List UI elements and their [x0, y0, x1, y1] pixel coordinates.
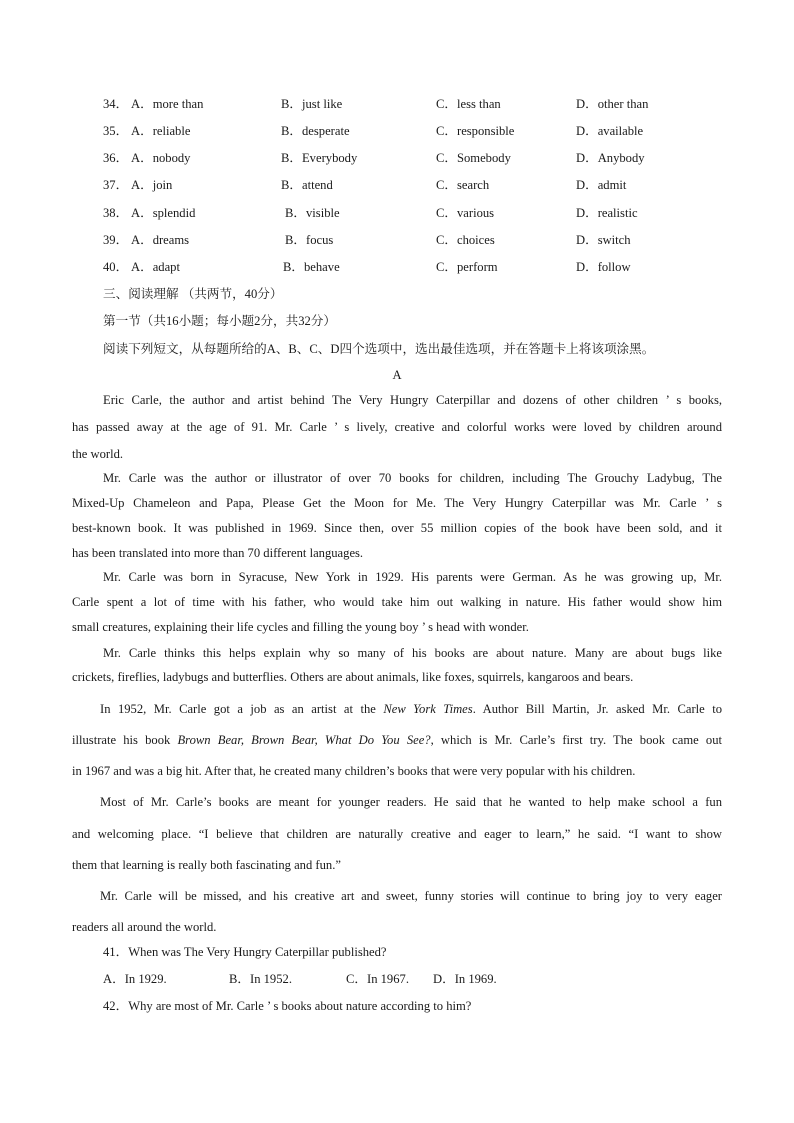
option-c: C．choices: [436, 233, 495, 247]
passage-p1-line2: has passed away at the age of 91. Mr. Carle ’ s lively, creative and colorful works were loved by children around: [72, 420, 722, 434]
question-number: 35．: [103, 124, 129, 138]
option-d: D．other than: [576, 97, 649, 111]
option-row-39: [103, 231, 743, 249]
passage-p3-line1: Mr. Carle was born in Syracuse, New York in 1929. His parents were German. As he was growing up, Mr.: [103, 570, 722, 584]
option-c: C．perform: [436, 260, 498, 274]
passage-p4-line2: crickets, fireflies, ladybugs and butterflies. Others are about animals, like foxes, squirrels, kangaroos and bears.: [72, 670, 634, 684]
option-c: C．Somebody: [436, 151, 511, 165]
passage-p6-line2: and welcoming place. “I believe that children are naturally creative and eager to learn,” he said. “I want to show: [72, 827, 722, 841]
option-b: B．focus: [285, 233, 334, 247]
option-d: D．realistic: [576, 206, 638, 220]
question-number: 34．: [103, 97, 129, 111]
option-a: A．splendid: [131, 206, 196, 220]
passage-p5-line3: in 1967 and was a big hit. After that, he created many children’s books that were very popular with his children.: [72, 764, 636, 778]
passage-p3-line2: Carle spent a lot of time with his father, who would take him out walking in nature. His father would show him: [72, 595, 722, 609]
part-heading: 第一节（共16小题；每小题2分，共32分）: [103, 314, 336, 328]
option-b: B．Everybody: [281, 151, 358, 165]
option-row-38: [103, 204, 743, 222]
option-b: B．In 1952.: [229, 972, 292, 986]
option-d: D．available: [576, 124, 644, 138]
passage-label: A: [392, 368, 402, 382]
passage-p7-line2: readers all around the world.: [72, 920, 217, 934]
section-heading: 三、阅读理解 （共两节，40分）: [103, 287, 283, 301]
option-c: C．less than: [436, 97, 501, 111]
option-row-34: [103, 95, 743, 113]
option-a: A．more than: [131, 97, 204, 111]
passage-p4-line1: Mr. Carle thinks this helps explain why so many of his books are about nature. Many are about bugs like: [103, 646, 722, 660]
option-b: B．just like: [281, 97, 343, 111]
question-number: 39．: [103, 233, 129, 247]
instructions: 阅读下列短文，从每题所给的A、B、C、D四个选项中，选出最佳选项，并在答题卡上将该项涂黑。: [103, 342, 655, 356]
option-d: D．switch: [576, 233, 631, 247]
passage-p6-line3: them that learning is really both fascinating and fun.”: [72, 858, 341, 872]
option-b: B．attend: [281, 178, 333, 192]
passage-p5-line2: illustrate his book Brown Bear, Brown Bear, What Do You See?, which is Mr. Carle’s first try. The book came out: [72, 733, 722, 747]
option-b: B．desperate: [281, 124, 350, 138]
passage-p2-line4: has been translated into more than 70 different languages.: [72, 546, 364, 560]
passage-p5-line1: In 1952, Mr. Carle got a job as an artist at the New York Times. Author Bill Martin, Jr. asked Mr. Carle to: [100, 702, 722, 716]
option-row-37: [103, 176, 743, 194]
option-row-40: [103, 258, 743, 276]
question-number: 37．: [103, 178, 129, 192]
option-d: D．In 1969.: [433, 972, 497, 986]
passage-p2-line2: Mixed-Up Chameleon and Papa, Please Get the Moon for Me. The Very Hungry Caterpillar was Mr. Carle ’ s: [72, 496, 722, 510]
option-a: A．In 1929.: [103, 972, 167, 986]
question-41-options: [103, 970, 523, 988]
option-c: C．search: [436, 178, 490, 192]
option-a: A．join: [131, 178, 173, 192]
option-row-35: [103, 122, 743, 140]
option-a: A．reliable: [131, 124, 191, 138]
question-number: 40．: [103, 260, 129, 274]
option-a: A．dreams: [131, 233, 190, 247]
option-b: B．visible: [285, 206, 340, 220]
option-c: C．responsible: [436, 124, 515, 138]
passage-p2-line3: best-known book. It was published in 1969. Since then, over 55 million copies of the book have been sold, and it: [72, 521, 722, 535]
option-d: D．admit: [576, 178, 627, 192]
option-c: C．In 1967.: [346, 972, 409, 986]
option-c: C．various: [436, 206, 495, 220]
question-41-stem: 41．When was The Very Hungry Caterpillar published?: [103, 945, 387, 959]
question-number: 38．: [103, 206, 129, 220]
passage-p2-line1: Mr. Carle was the author or illustrator of over 70 books for children, including The Grouchy Ladybug, The: [103, 471, 722, 485]
passage-p7-line1: Mr. Carle will be missed, and his creative art and sweet, funny stories will continue to bring joy to very eager: [100, 889, 722, 903]
option-a: A．adapt: [131, 260, 180, 274]
option-d: D．follow: [576, 260, 631, 274]
question-number: 36．: [103, 151, 129, 165]
passage-p3-line3: small creatures, explaining their life cycles and filling the young boy ’ s head with wonder.: [72, 620, 529, 634]
passage-p1-line3: the world.: [72, 447, 124, 461]
passage-p1-line1: Eric Carle, the author and artist behind The Very Hungry Caterpillar and dozens of other children ’ s books,: [103, 393, 722, 407]
question-42-stem: 42．Why are most of Mr. Carle ’ s books about nature according to him?: [103, 999, 472, 1013]
option-b: B．behave: [283, 260, 340, 274]
option-d: D．Anybody: [576, 151, 645, 165]
option-a: A．nobody: [131, 151, 191, 165]
passage-p6-line1: Most of Mr. Carle’s books are meant for younger readers. He said that he wanted to help make school a fun: [100, 795, 722, 809]
option-row-36: [103, 149, 743, 167]
